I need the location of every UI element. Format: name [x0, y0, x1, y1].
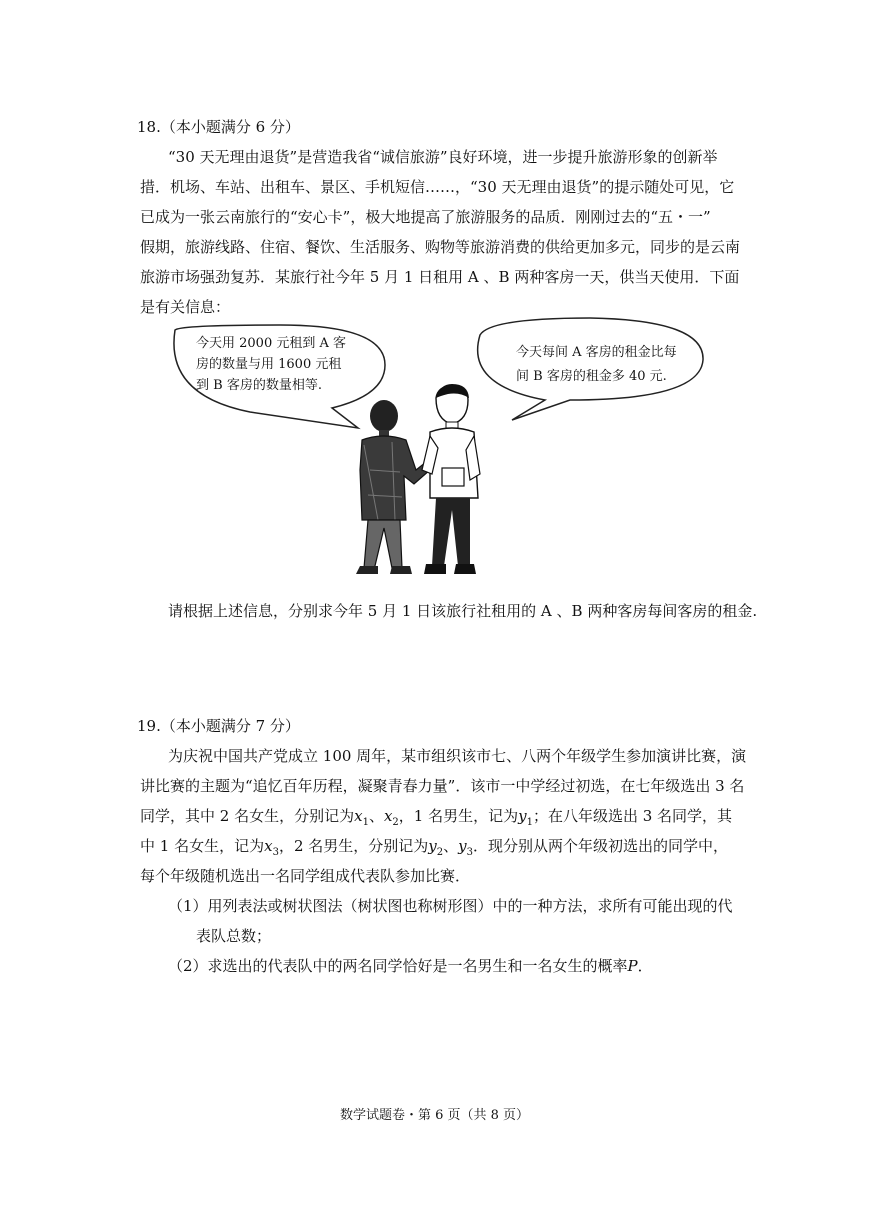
left-bubble-line-3: 到 B 客房的数量相等. [196, 378, 322, 393]
q19-part-2-end: ． [637, 957, 653, 975]
q19-line-4-text-a: 中 1 名女生，记为 [140, 837, 265, 855]
q19-line-3-text-b: ，1 名男生，记为 [398, 807, 519, 825]
q19-line-3-text-c: ；在八年级选出 3 名同学，其 [532, 807, 733, 825]
q18-header: 18.（本小题满分 6 分） [137, 118, 300, 136]
sub-2: 2 [436, 847, 444, 858]
page-footer: 数学试题卷・第 6 页（共 8 页） [339, 1108, 530, 1123]
var-y: y [458, 837, 467, 855]
var-y: y [428, 837, 437, 855]
q18-line-1: “30 天无理由退货”是营造我省“诚信旅游”良好环境，进一步提升旅游形象的创新举 [168, 148, 718, 166]
q18-line-5: 旅游市场强劲复苏．某旅行社今年 5 月 1 日租用 A 、B 两种客房一天，供当天使用．下面 [140, 268, 740, 286]
q18-line-3: 已成为一张云南旅行的“安心卡”，极大地提高了旅游服务的品质．刚刚过去的“五・一” [140, 208, 711, 226]
q19-line-4-text-b: ，2 名男生，分别记为 [278, 837, 429, 855]
q19-line-3 [140, 806, 732, 833]
q19-line-4 [140, 836, 728, 863]
var-x: x [264, 837, 273, 855]
var-p: P [627, 957, 638, 975]
right-person-figure [422, 384, 480, 574]
q19-line-1: 为庆祝中国共产党成立 100 周年，某市组织该市七、八两个年级学生参加演讲比赛，演 [168, 747, 747, 765]
sep: 、 [368, 807, 384, 825]
q18-question: 请根据上述信息，分别求今年 5 月 1 日该旅行社租用的 A 、B 两种客房每间客房的租金. [168, 602, 758, 620]
var-x: x [354, 807, 363, 825]
var-y: y [518, 807, 527, 825]
q19-line-2: 讲比赛的主题为“追忆百年历程，凝聚青春力量”．该市一中学经过初选，在七年级选出 3 名 [140, 777, 745, 795]
left-bubble-line-2: 房的数量与用 1600 元租 [196, 357, 342, 372]
sub-1: 1 [526, 817, 533, 828]
var-x: x [383, 807, 393, 825]
sub-2: 2 [392, 817, 399, 828]
q19-header: 19.（本小题满分 7 分） [137, 717, 300, 735]
q18-line-4: 假期，旅游线路、住宿、餐饮、生活服务、购物等旅游消费的供给更加多元，同步的是云南 [140, 238, 741, 256]
q19-part-2 [168, 956, 653, 976]
q19-part-1-line-2: 表队总数； [196, 927, 272, 945]
sep: 、 [443, 837, 459, 855]
sub-3: 3 [466, 847, 473, 858]
q18-line-2: 措．机场、车站、出租车、景区、手机短信……，“30 天无理由退货”的提示随处可见，它 [140, 178, 735, 196]
sub-3: 3 [272, 847, 279, 858]
q19-part-1-line-1: （1）用列表法或树状图法（树状图也称树形图）中的一种方法，求所有可能出现的代 [168, 897, 733, 915]
sub-1: 1 [362, 817, 369, 828]
left-person-figure [356, 400, 430, 574]
left-bubble-line-1: 今天用 2000 元租到 A 客 [196, 336, 347, 351]
q19-part-2-text: （2）求选出的代表队中的两名同学恰好是一名男生和一名女生的概率 [168, 957, 628, 975]
right-bubble-line-1: 今天每间 A 客房的租金比每 [516, 345, 677, 360]
q19-line-4-text-c: ．现分别从两个年级初选出的同学中， [472, 837, 728, 855]
q19-line-5: 每个年级随机选出一名同学组成代表队参加比赛． [140, 867, 471, 885]
q18-line-6: 是有关信息： [140, 298, 231, 316]
right-bubble-line-2: 间 B 客房的租金多 40 元. [516, 369, 667, 384]
q19-line-3-text-a: 同学，其中 2 名女生，分别记为 [140, 807, 355, 825]
